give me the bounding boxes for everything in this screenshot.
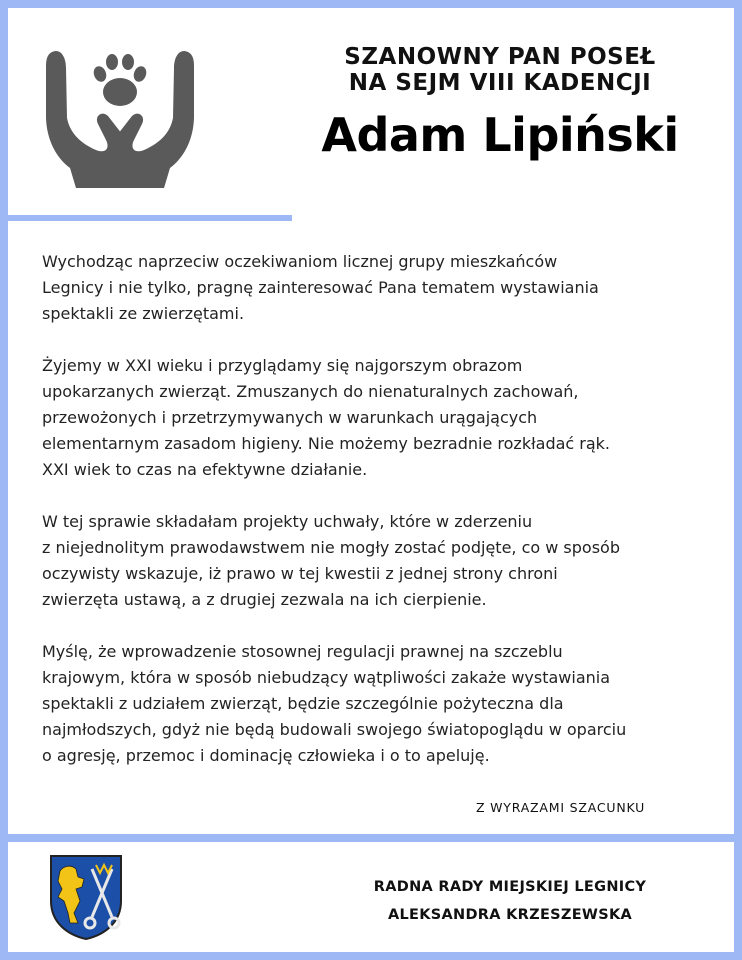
signature-title: RADNA RADY MIEJSKIEJ LEGNICY: [373, 879, 647, 895]
header-divider: [8, 215, 292, 221]
legnica-coat-of-arms-icon: [48, 853, 124, 941]
letter-body: [42, 249, 707, 795]
addressee-name: Adam Lipiński: [321, 108, 679, 162]
paragraph: Myślę, że wprowadzenie stosownej regulacji prawnej na szczeblu krajowym, która w sposób niebudzący wątpliwości zakaże wystawiania spektakli z udziałem zwierząt, będzie szczególnie pożyteczna dla najmłodszych, gdyż nie będą budowali swojego światopoglądu w oparciu o agresję, przemoc i dominację człowieka i o to apeluję.: [42, 642, 627, 765]
closing-phrase: Z WYRAZAMI SZACUNKU: [476, 800, 646, 815]
addressee-line-2: NA SEJM VIII KADENCJI: [348, 70, 652, 96]
paragraph: W tej sprawie składałam projekty uchwały, które w zderzeniu z niejednolitym prawodawstwem nie mogły zostać podjęte, co w sposób oczywisty wskazuje, iż prawo w tej kwestii z jednej strony chroni zwierzęta ustawą, a z drugiej zezwala na ich cierpienie.: [42, 512, 620, 609]
paw-in-hands-icon: [40, 38, 200, 198]
addressee-block: [300, 44, 700, 162]
addressee-line-1: SZANOWNY PAN POSEŁ: [344, 44, 656, 70]
paragraph: Wychodząc naprzeciw oczekiwaniom licznej grupy mieszkańców Legnicy i nie tylko, pragnę zainteresować Pana tematem wystawiania spektakli ze zwierzętami.: [42, 252, 599, 323]
signature-block: [340, 873, 680, 929]
signature-name: ALEKSANDRA KRZESZEWSKA: [387, 907, 633, 923]
paragraph: Żyjemy w XXI wieku i przyglądamy się najgorszym obrazom upokarzanych zwierząt. Zmuszanych do nienaturalnych zachowań, przewożonych i przetrzymywanych w warunkach urągających elementarnym zasadom higieny. Nie możemy bezradnie rozkładać rąk. XXI wiek to czas na efektywne działanie.: [42, 356, 611, 479]
